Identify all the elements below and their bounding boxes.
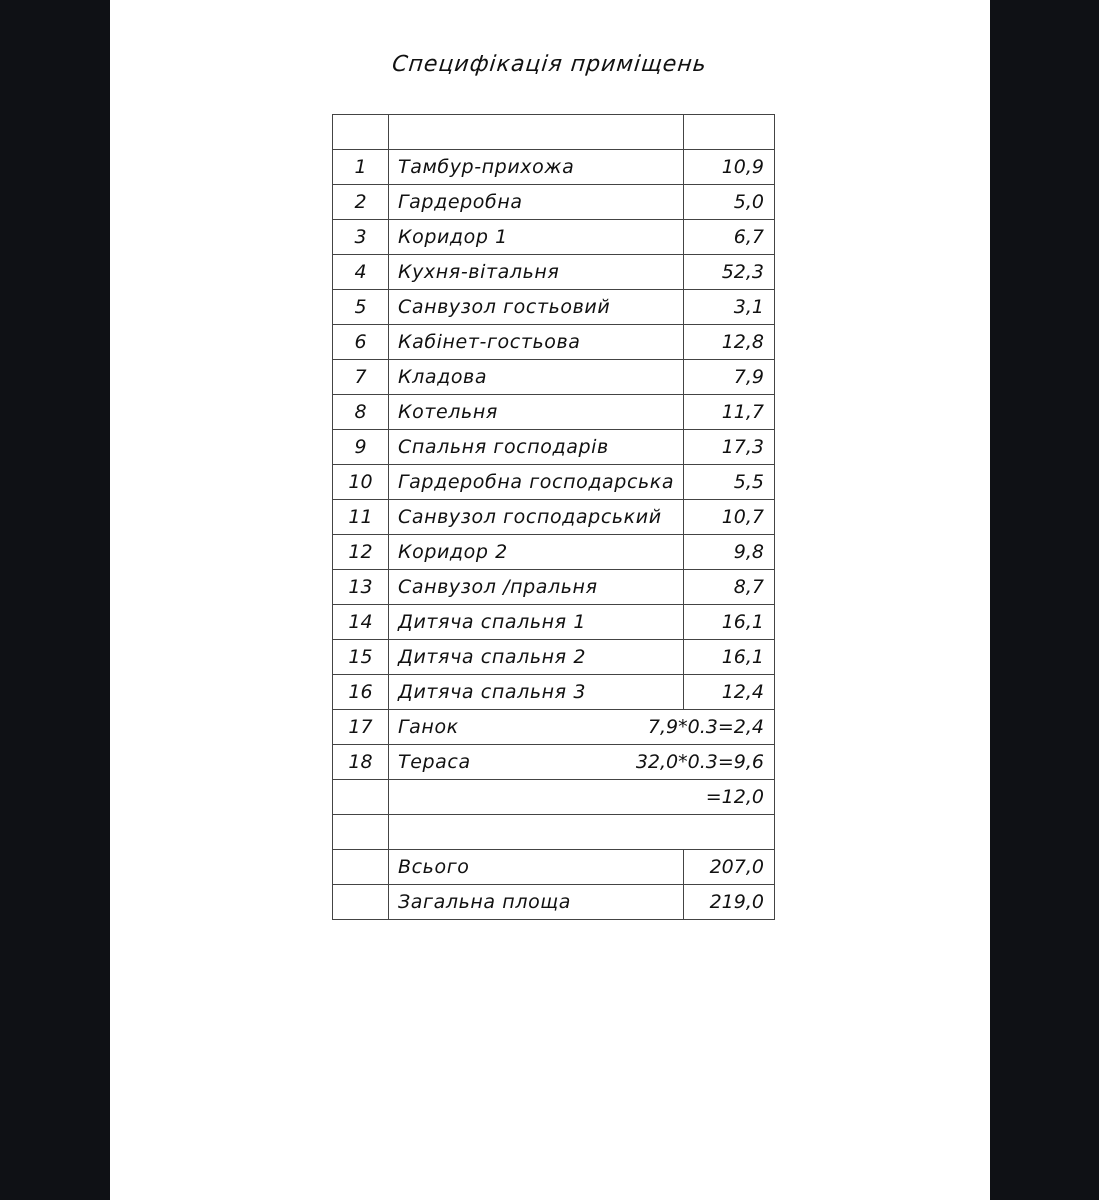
room-area: 5,0 (684, 185, 775, 220)
extra-sum-row (333, 780, 775, 815)
room-name: Дитяча спальня 1 (389, 605, 684, 640)
table-row (333, 220, 775, 255)
table-row (333, 570, 775, 605)
room-number: 3 (333, 220, 389, 255)
room-area: 16,1 (684, 640, 775, 675)
room-area: 3,1 (684, 290, 775, 325)
room-area: 6,7 (684, 220, 775, 255)
table-row (333, 290, 775, 325)
page-title: Специфікація приміщень (390, 52, 709, 77)
empty-cell (333, 815, 389, 850)
room-area: 11,7 (684, 395, 775, 430)
empty-cell (389, 815, 775, 850)
table-header-row (333, 115, 775, 150)
table-row (333, 325, 775, 360)
room-number: 14 (333, 605, 389, 640)
room-area: 7,9 (684, 360, 775, 395)
room-number: 5 (333, 290, 389, 325)
room-name: Котельня (389, 395, 684, 430)
table-row (333, 745, 775, 780)
room-name: Коридор 1 (389, 220, 684, 255)
room-number: 12 (333, 535, 389, 570)
empty-cell (333, 780, 389, 815)
room-area: 52,3 (684, 255, 775, 290)
room-area: 12,8 (684, 325, 775, 360)
room-name: Кладова (389, 360, 684, 395)
table-row (333, 640, 775, 675)
room-number: 10 (333, 465, 389, 500)
room-name-calc (389, 710, 775, 745)
room-number: 7 (333, 360, 389, 395)
room-name: Коридор 2 (389, 535, 684, 570)
room-number: 1 (333, 150, 389, 185)
room-area: 10,7 (684, 500, 775, 535)
room-area: 17,3 (684, 430, 775, 465)
room-area: 9,8 (684, 535, 775, 570)
table-row (333, 395, 775, 430)
room-name: Тамбур-прихожа (389, 150, 684, 185)
table-row (333, 185, 775, 220)
room-number: 11 (333, 500, 389, 535)
room-name: Санвузол гостьовий (389, 290, 684, 325)
total-value: 207,0 (684, 850, 775, 885)
header-cell-name (389, 115, 684, 150)
table-row (333, 150, 775, 185)
empty-row (333, 815, 775, 850)
room-name: Кабінет-гостьова (389, 325, 684, 360)
room-area: 10,9 (684, 150, 775, 185)
table-row (333, 535, 775, 570)
room-area: 8,7 (684, 570, 775, 605)
room-number: 4 (333, 255, 389, 290)
room-number: 9 (333, 430, 389, 465)
room-name: Дитяча спальня 3 (389, 675, 684, 710)
room-number: 17 (333, 710, 389, 745)
overall-value: 219,0 (684, 885, 775, 920)
room-area: 5,5 (684, 465, 775, 500)
room-number: 8 (333, 395, 389, 430)
room-number: 18 (333, 745, 389, 780)
room-area: 16,1 (684, 605, 775, 640)
empty-cell (333, 885, 389, 920)
table-row (333, 255, 775, 290)
room-name: Дитяча спальня 2 (389, 640, 684, 675)
room-area-calc: 7,9*0.3=2,4 (647, 716, 764, 738)
room-name: Тераса (398, 751, 471, 773)
table-row (333, 430, 775, 465)
table-row (333, 605, 775, 640)
empty-cell (333, 850, 389, 885)
room-area: 12,4 (684, 675, 775, 710)
table-row (333, 360, 775, 395)
table-row (333, 465, 775, 500)
room-name: Кухня-вітальня (389, 255, 684, 290)
table-row (333, 710, 775, 745)
extra-sum: =12,0 (389, 780, 775, 815)
total-row (333, 850, 775, 885)
room-number: 15 (333, 640, 389, 675)
overall-area-row (333, 885, 775, 920)
room-name-calc (389, 745, 775, 780)
total-label: Всього (389, 850, 684, 885)
table-row (333, 675, 775, 710)
room-number: 6 (333, 325, 389, 360)
room-spec-table (332, 114, 775, 920)
table-row (333, 500, 775, 535)
room-area-calc: 32,0*0.3=9,6 (635, 751, 764, 773)
header-cell-area (684, 115, 775, 150)
room-name: Гардеробна господарська (389, 465, 684, 500)
room-name: Спальня господарів (389, 430, 684, 465)
room-number: 2 (333, 185, 389, 220)
room-name: Санвузол /пральня (389, 570, 684, 605)
room-number: 16 (333, 675, 389, 710)
room-name: Ганок (398, 716, 459, 738)
room-name: Санвузол господарський (389, 500, 684, 535)
room-number: 13 (333, 570, 389, 605)
room-name: Гардеробна (389, 185, 684, 220)
overall-label: Загальна площа (389, 885, 684, 920)
header-cell-num (333, 115, 389, 150)
